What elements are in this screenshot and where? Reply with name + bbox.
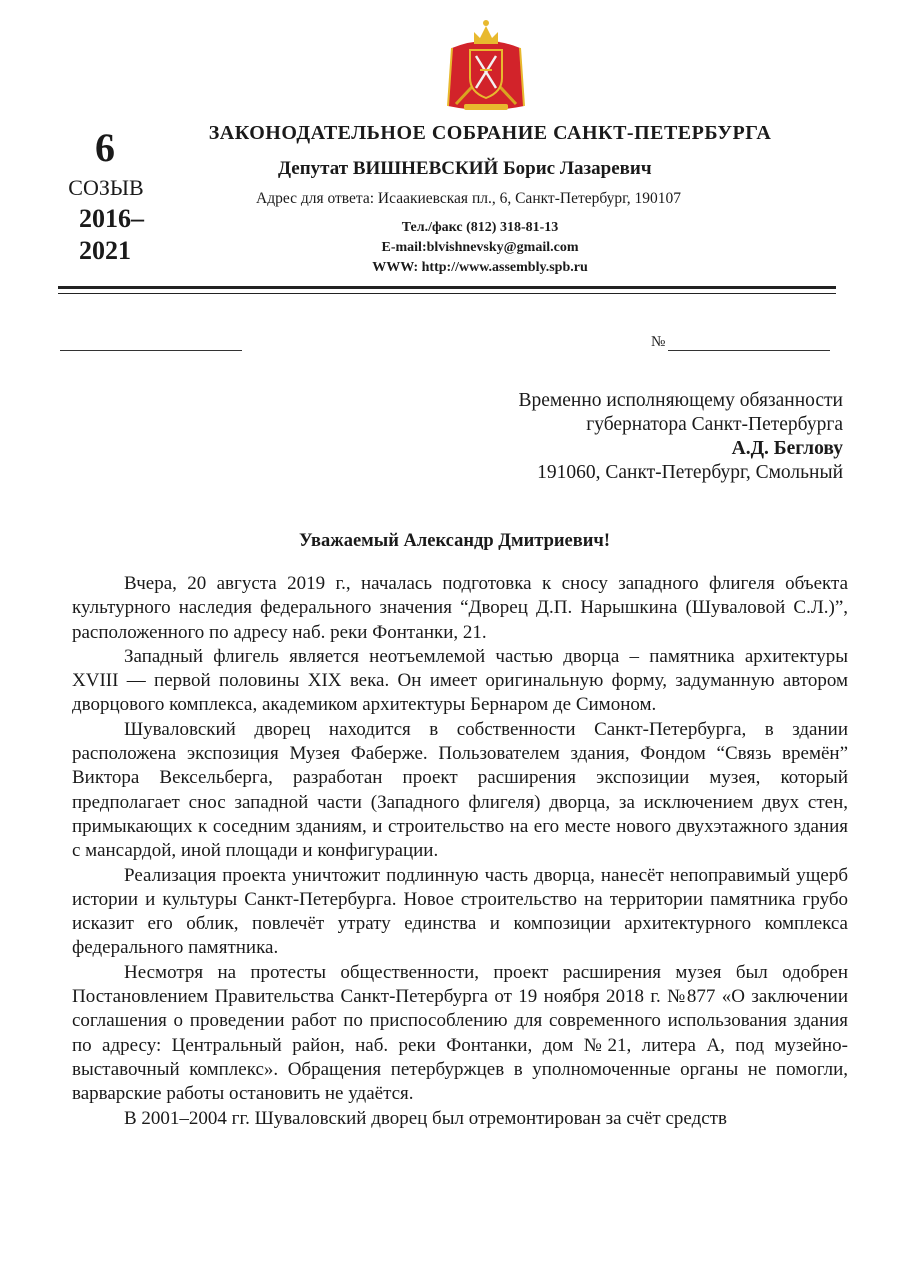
number-sign: № <box>651 334 666 350</box>
paragraph: Несмотря на протесты общественности, проект расширения музея был одобрен Постановлением Правительства Санкт-Петербурга от 19 ноября 2018 г. №877 «О заключении соглашения о проведении работ по приспособлению для современного использования здания по адресу: Центральный район, наб. реки Фонтанки, дом №21, литера А, под музейно-выставочный комплекс». Обращения петербуржцев в уполномоченные органы не помогли, варварские работы остановить не удаётся. <box>72 961 848 1105</box>
website-line: WWW: http://www.assembly.spb.ru <box>372 260 588 275</box>
paragraph: Шуваловский дворец находится в собственности Санкт-Петербурга, в здании расположена экспозиция Музея Фаберже. Пользователем здания, Фондом “Связь времён” Виктора Вексельберга, разработан проект расширения экспозиции музея, который предполагает снос западной части (Западного флигеля) дворца, за исключением двух стен, примыкающих к соседним зданиям, и строительство на его месте нового двухэтажного здания с мансардой, иной площади и конфигурации. <box>72 718 848 862</box>
paragraph: Западный флигель является неотъемлемой частью дворца – памятника архитектуры XVIII — первой половины XIX века. Он имеет оригинальную форму, задуманную автором дворцового комплекса, академиком архитектуры Бернаром де Симоном. <box>72 645 848 716</box>
paragraph: В 2001–2004 гг. Шуваловский дворец был отремонтирован за счёт средств <box>124 1107 727 1129</box>
addressee-line-2: губернатора Санкт-Петербурга <box>586 414 843 435</box>
header-divider-thick <box>58 286 836 289</box>
phone-fax: Тел./факс (812) 318-81-13 <box>401 220 559 235</box>
paragraph: Вчера, 20 августа 2019 г., началась подготовка к сносу западного флигеля объекта культурного наследия федерального значения “Дворец Д.П. Нарышкина (Шуваловой С.Л.)”, расположенного по адресу наб. реки Фонтанки, 21. <box>72 573 848 643</box>
organization-title: ЗАКОНОДАТЕЛЬНОЕ СОБРАНИЕ САНКТ-ПЕТЕРБУРГА <box>208 122 772 144</box>
paragraph: Реализация проекта уничтожит подлинную часть дворца, нанесёт непоправимый ущерб истории и культуры Санкт-Петербурга. Новое строительство на территории памятника грубо исказит его облик, повлечёт утрату единства и композиции архитектурного комплекса федерального памятника. <box>72 864 848 959</box>
reply-address: Адрес для ответа: Исаакиевская пл., 6, Санкт-Петербург, 190107 <box>256 190 682 207</box>
addressee-address: 191060, Санкт-Петербург, Смольный <box>537 462 843 483</box>
crown-shape <box>474 26 498 44</box>
convocation-label: СОЗЫВ <box>68 175 144 200</box>
header-divider-thin <box>58 293 836 294</box>
convocation-years-start: 2016– <box>79 204 144 233</box>
email-line: E-mail:blvishnevsky@gmail.com <box>381 240 579 255</box>
addressee-line-1: Временно исполняющему обязанности <box>518 390 843 411</box>
letter-body <box>72 572 848 1131</box>
addressee-name: А.Д. Беглову <box>731 438 843 459</box>
coat-of-arms-emblem <box>444 14 528 114</box>
convocation-number: 6 <box>95 125 115 170</box>
deputy-name: Депутат ВИШНЕВСКИЙ Борис Лазаревич <box>278 158 652 179</box>
convocation-years-end: 2021 <box>79 236 131 265</box>
salutation: Уважаемый Александр Дмитриевич! <box>299 531 610 551</box>
reference-number-blank-line <box>668 350 830 351</box>
date-blank-line <box>60 350 242 351</box>
